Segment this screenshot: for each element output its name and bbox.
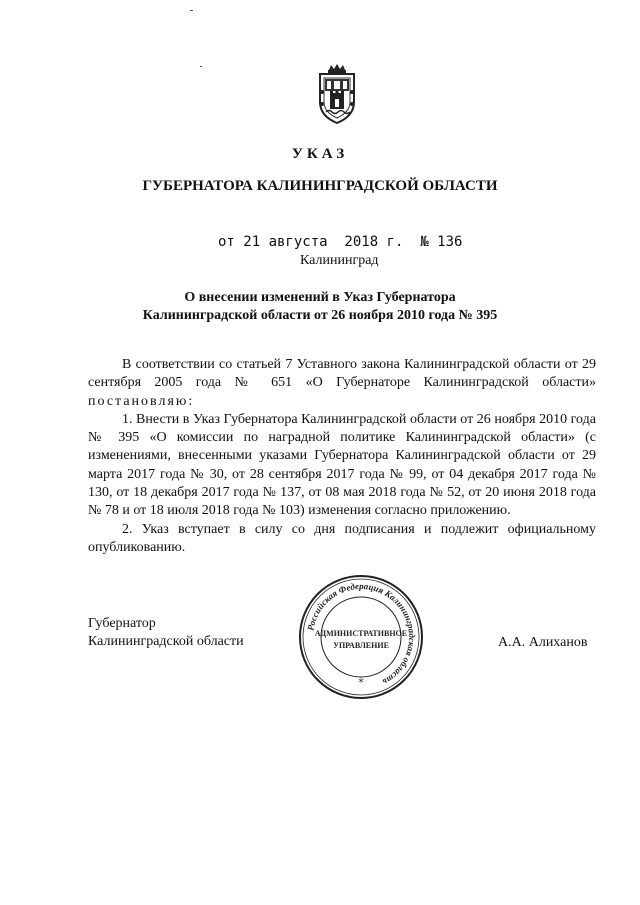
issuer-title: ГУБЕРНАТОРА КАЛИНИНГРАДСКОЙ ОБЛАСТИ (142, 178, 498, 194)
subject-heading (0, 289, 640, 325)
preamble-text: В соответствии со статьей 7 Уставного закона Калининградской области от 29 сентября 2005 года № 651 «О Губернаторе Калининградской области» (88, 357, 596, 391)
document-type-title: УКАЗ (291, 146, 349, 162)
official-seal (296, 572, 426, 707)
city-name: Калининград (300, 253, 379, 268)
subject-line-1: О внесении изменений в Указ Губернатора (184, 290, 456, 305)
signatory-position (88, 615, 244, 651)
preamble-paragraph (88, 356, 596, 411)
scan-speck (200, 66, 202, 67)
resolve-word: постановляю: (88, 393, 195, 409)
clause-2-paragraph: 2. Указ вступает в силу со дня подписания и подлежит официальному опубликованию. (88, 521, 596, 555)
seal-ring-text: Российская Федерация Калининградская область (305, 580, 418, 688)
clause-1-paragraph: 1. Внести в Указ Губернатора Калининградской области от 26 ноября 2010 года № 395 «О комиссии по наградной политике Калининградской области» (с изменениями, внесенными указами Губернатора Калининградской области от 29 марта 2017 года № 30, от 28 сентября 2017 года № 99, от 04 декабря 2017 года № 130, от 18 декабря 2017 года № 137, от 08 мая 2018 года № 52, от 20 июня 2018 года № 78 и от 18 июля 2018 года № 103) изменения согласно приложению. (88, 411, 596, 519)
signatory-name: А.А. Алиханов (498, 635, 588, 650)
date-number-line: от 21 августа 2018 г. № 136 (218, 234, 463, 250)
seal-center-line-2: УПРАВЛЕНИЕ (333, 641, 389, 650)
position-line-2: Калининградской области (88, 634, 244, 649)
decree-body (88, 356, 596, 557)
kaliningrad-coat-of-arms-icon (316, 62, 358, 126)
seal-stamp-icon (296, 572, 426, 702)
seal-center-line-1: АДМИНИСТРАТИВНОЕ (314, 629, 408, 638)
scan-speck (190, 10, 193, 11)
subject-line-2: Калининградской области от 26 ноября 2010 года № 395 (142, 308, 498, 323)
position-line-1: Губернатор (88, 616, 156, 631)
coat-of-arms-emblem (316, 62, 358, 131)
seal-star: * (358, 676, 364, 689)
